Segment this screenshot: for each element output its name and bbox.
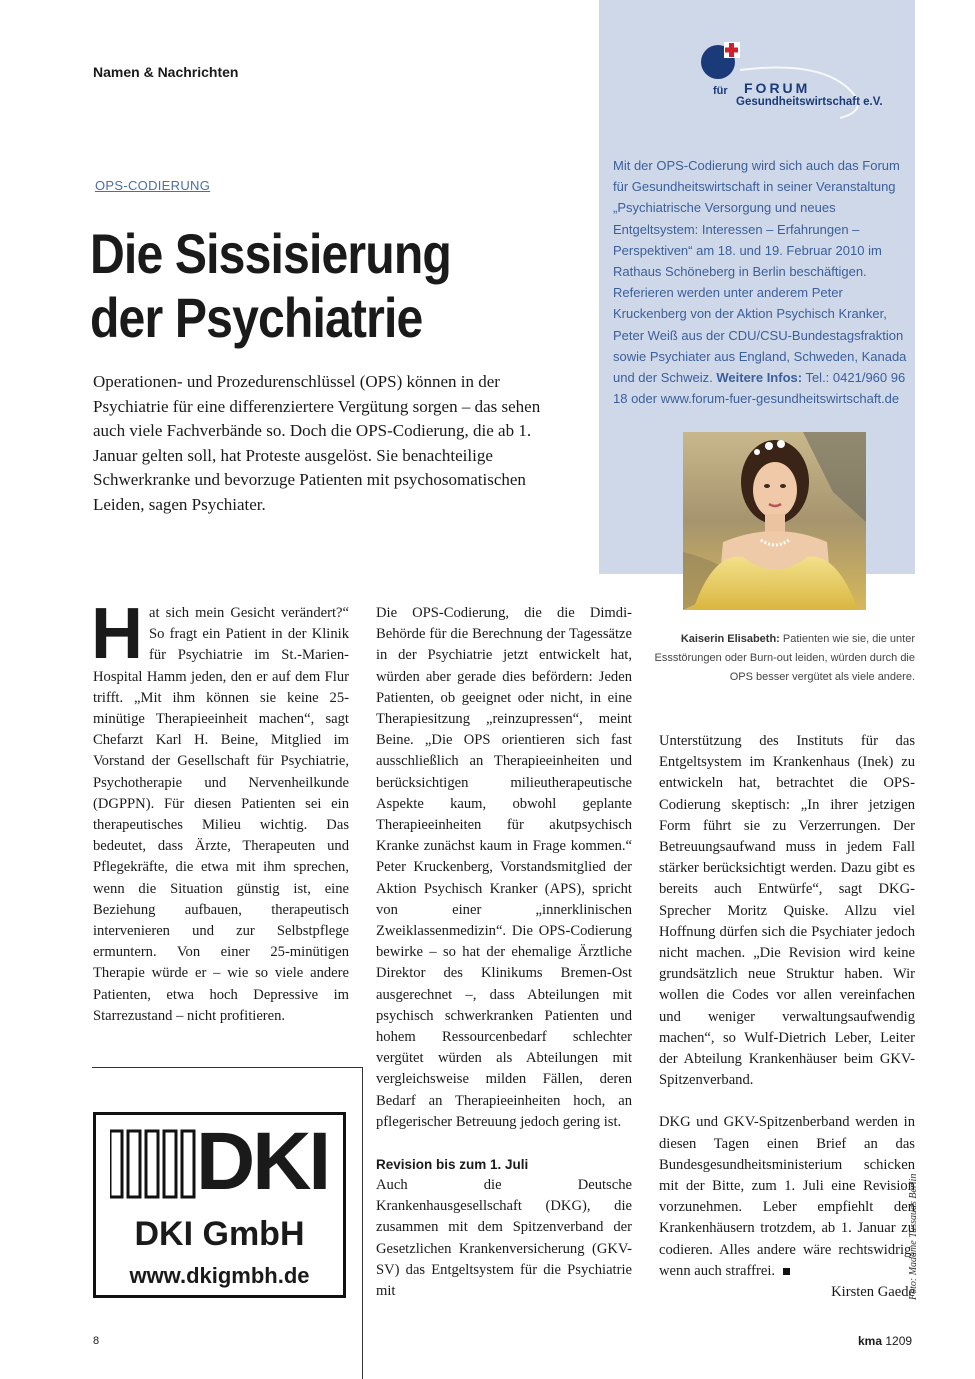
dki-advertisement[interactable] (93, 1112, 346, 1298)
photo-credit: Foto: Madame Tussauds Berlin (908, 1173, 919, 1300)
dki-url-link[interactable]: www.dkigmbh.de (129, 1263, 310, 1288)
logo-forum-text: FORUM (744, 80, 811, 96)
headline-line-1: Die Sissisierung (90, 222, 451, 285)
kicker: OPS-CODIERUNG (95, 178, 211, 193)
section-title: Namen & Nachrichten (93, 64, 239, 80)
article-column-3 (659, 731, 915, 1303)
dki-logo-text: DKI (196, 1116, 329, 1207)
page-number: 8 (93, 1335, 100, 1347)
column-2-paragraph-1: Die OPS-Codierung, die die Dimdi-Behörde für die Berechnung der Tagessätze in der Psychiatrie jetzt entwickelt hat, würden aber gerade dies befördern: Jeden Patienten, ob geeignet oder nicht, in eine Therapiesitzung „reinzupressen“, meint Beine. „Die OPS orientieren sich fast ausschließlich an Therapieeinheiten und berücksichtigen milieutherapeutische Aspekte kaum, obwohl geplante Therapieeinheiten für akutpsychisch Kranke zunächst kaum in Frage kommen.“ Peter Kruckenberg, Vorstandsmitglied der Aktion Psychisch Kranker (APS), spricht von einer „innerklinischen Zweiklassenmedizin“. Die OPS-Codierung bewirke – so hat der ehemalige Ärztliche Direktor des Klinikums Bremen-Ost ausgerechnet –, dass Abteilungen mit psychisch schwerkranken Patienten und hohem Ressourcenbedarf schlechter vergütet würden als Abteilungen mit vergleichsweise milden Fällen, deren Bedarf an Therapieeinheiten hoch, an pflegerischer Betreuung jedoch gering ist. (376, 605, 632, 1130)
column-3-paragraph-2 (659, 1112, 915, 1282)
column-2-paragraph-2: Auch die Deutsche Krankenhausgesellschaft (DKG), die zusammen mit dem Spitzenverband der Gesetzlichen Krankenversicherung (GKV-SV) das Entgeltsystem für die Psychiatrie mit (376, 1177, 632, 1300)
end-mark-icon (783, 1268, 790, 1275)
lead-paragraph: Operationen- und Prozedurenschlüssel (OPS) können in der Psychiatrie für eine differenziertere Vergütung sorgen – das sehen auch viele Fachverbände so. Doch die OPS-Codierung, die ab 1. Januar gelten soll, hat Proteste ausgelöst. Sie benachteilige Schwerkranke und bevorzuge Patienten mit psychosomatischen Leiden, sagen Psychiater. (93, 372, 541, 514)
dki-company-name: DKI GmbH (134, 1215, 305, 1253)
dki-bars-icon (110, 1129, 200, 1199)
column-1-text: at sich mein Gesicht verändert?“ So fragt ein Patient in der Klinik für Psychiatrie im St.-Marien-Hospital Hamm jeden, den er auf dem Flur trifft. „Mit ihm können sie keine 25-minütige Therapieeinheit machen“, sagt Chefarzt Karl H. Beine, Mitglied im Vorstand der Gesellschaft für Psychiatrie, Psychotherapie und Nervenheilkunde (DGPPN). Für diesen Patienten sei ein therapeutisches Milieu wichtig. Das bedeutet, dass Ärzte, Therapeuten und Pflegekräfte, die etwa mit ihm sprechen, wenn die Situation günstig ist, eine Beziehung aufbauen, therapeutisch intervenieren und zur Selbstpflege ermuntern. Von einer 25-minütigen Therapie würde er – wie so viele andere Patienten, etwa hoch Depressive im Starrezustand – nicht profitieren. (93, 605, 349, 1024)
logo-org-text: Gesundheitswirtschaft e.V. (736, 96, 883, 108)
column-3-paragraph-2-text: DKG und GKV-Spitzenberband werden in diesen Tagen einen Brief an das Bundesgesundheitsministerium schicken mit der Bitte, zum 1. Juli eine Revision vorzunehmen. Leber empfiehlt den Krankenhäusern trotzdem, ab 1. Januar zu codieren. Alles andere wäre rechtswidrig, wenn auch straffrei. (659, 1114, 915, 1279)
headline (90, 222, 520, 350)
drop-cap: H (91, 594, 143, 674)
logo-fur-text: für (713, 85, 728, 97)
headline-line-2: der Psychiatrie (90, 286, 423, 349)
caption-bold: Kaiserin Elisabeth: (680, 633, 780, 645)
portrait-image (683, 432, 866, 610)
magazine-name: kma (858, 1334, 883, 1348)
info-more-label: Weitere Infos: (716, 370, 803, 386)
column-3-paragraph-1: Unterstützung des Instituts für das Entgeltsystem im Krankenhaus (Inek) zu entwickeln hat, betrachtet die OPS-Codierung skeptisch: „In ihrer jetzigen Form führt sie zu Verzerrungen. Der Betreuungsaufwand muss in jedem Fall stärker berücksichtigt werden. Dazu gibt es bereits auch Entwürfe“, sagt DKG-Sprecher Moritz Quiske. Allzu viel Hoffnung dürfen sich die Psychiater jedoch nicht machen. „Die Revision wird keine grundsätzlich neue Struktur haben. Wir wollen die Codes vor allen vereinfachen und weniger verwaltungsaufwendig machen“, so Wulf-Dietrich Leber, Leiter der Abteilung Krankenhäuser beim GKV-Spitzenverband. (659, 733, 915, 1089)
forum-logo (700, 40, 900, 120)
magazine-footer (858, 1334, 912, 1348)
ad-frame-side-rule (362, 1067, 363, 1379)
photo-caption (640, 630, 915, 687)
info-box-text (613, 155, 909, 409)
article-column-2 (376, 603, 632, 1302)
article-column-1 (91, 594, 349, 1027)
info-box-body: Mit der OPS-Codierung wird sich auch das Forum für Gesundheitswirtschaft in seiner Veranstaltung „Psychiatrische Versorgung und neues Entgeltsystem: Interessen – Erfahrungen – Perspektiven“ am 18. und 19. Februar 2010 im Rathaus Schöneberg in Berlin beschäftigen. Referieren werden unter anderem Peter Kruckenberg von der Aktion Psychisch Kranker, Peter Weiß aus der CDU/CSU-Bundestagsfraktion sowie Psychiater aus England, Schweden, Kanada und der Schweiz. (613, 158, 907, 386)
author: Kirsten Gaede (831, 1284, 915, 1301)
empress-photo (683, 432, 866, 610)
caption-text: Patienten wie sie, die unter Essstörungen oder Burn-out leiden, würden durch die OPS besser vergütet als viele andere. (654, 633, 915, 683)
subheading: Revision bis zum 1. Juli (376, 1157, 529, 1173)
ad-frame-top-rule (92, 1067, 362, 1068)
issue-number: 1209 (885, 1334, 913, 1348)
info-more-text: Tel.: 0421/960 96 18 oder www.forum-fuer-gesundheitswirtschaft.de (613, 370, 906, 407)
